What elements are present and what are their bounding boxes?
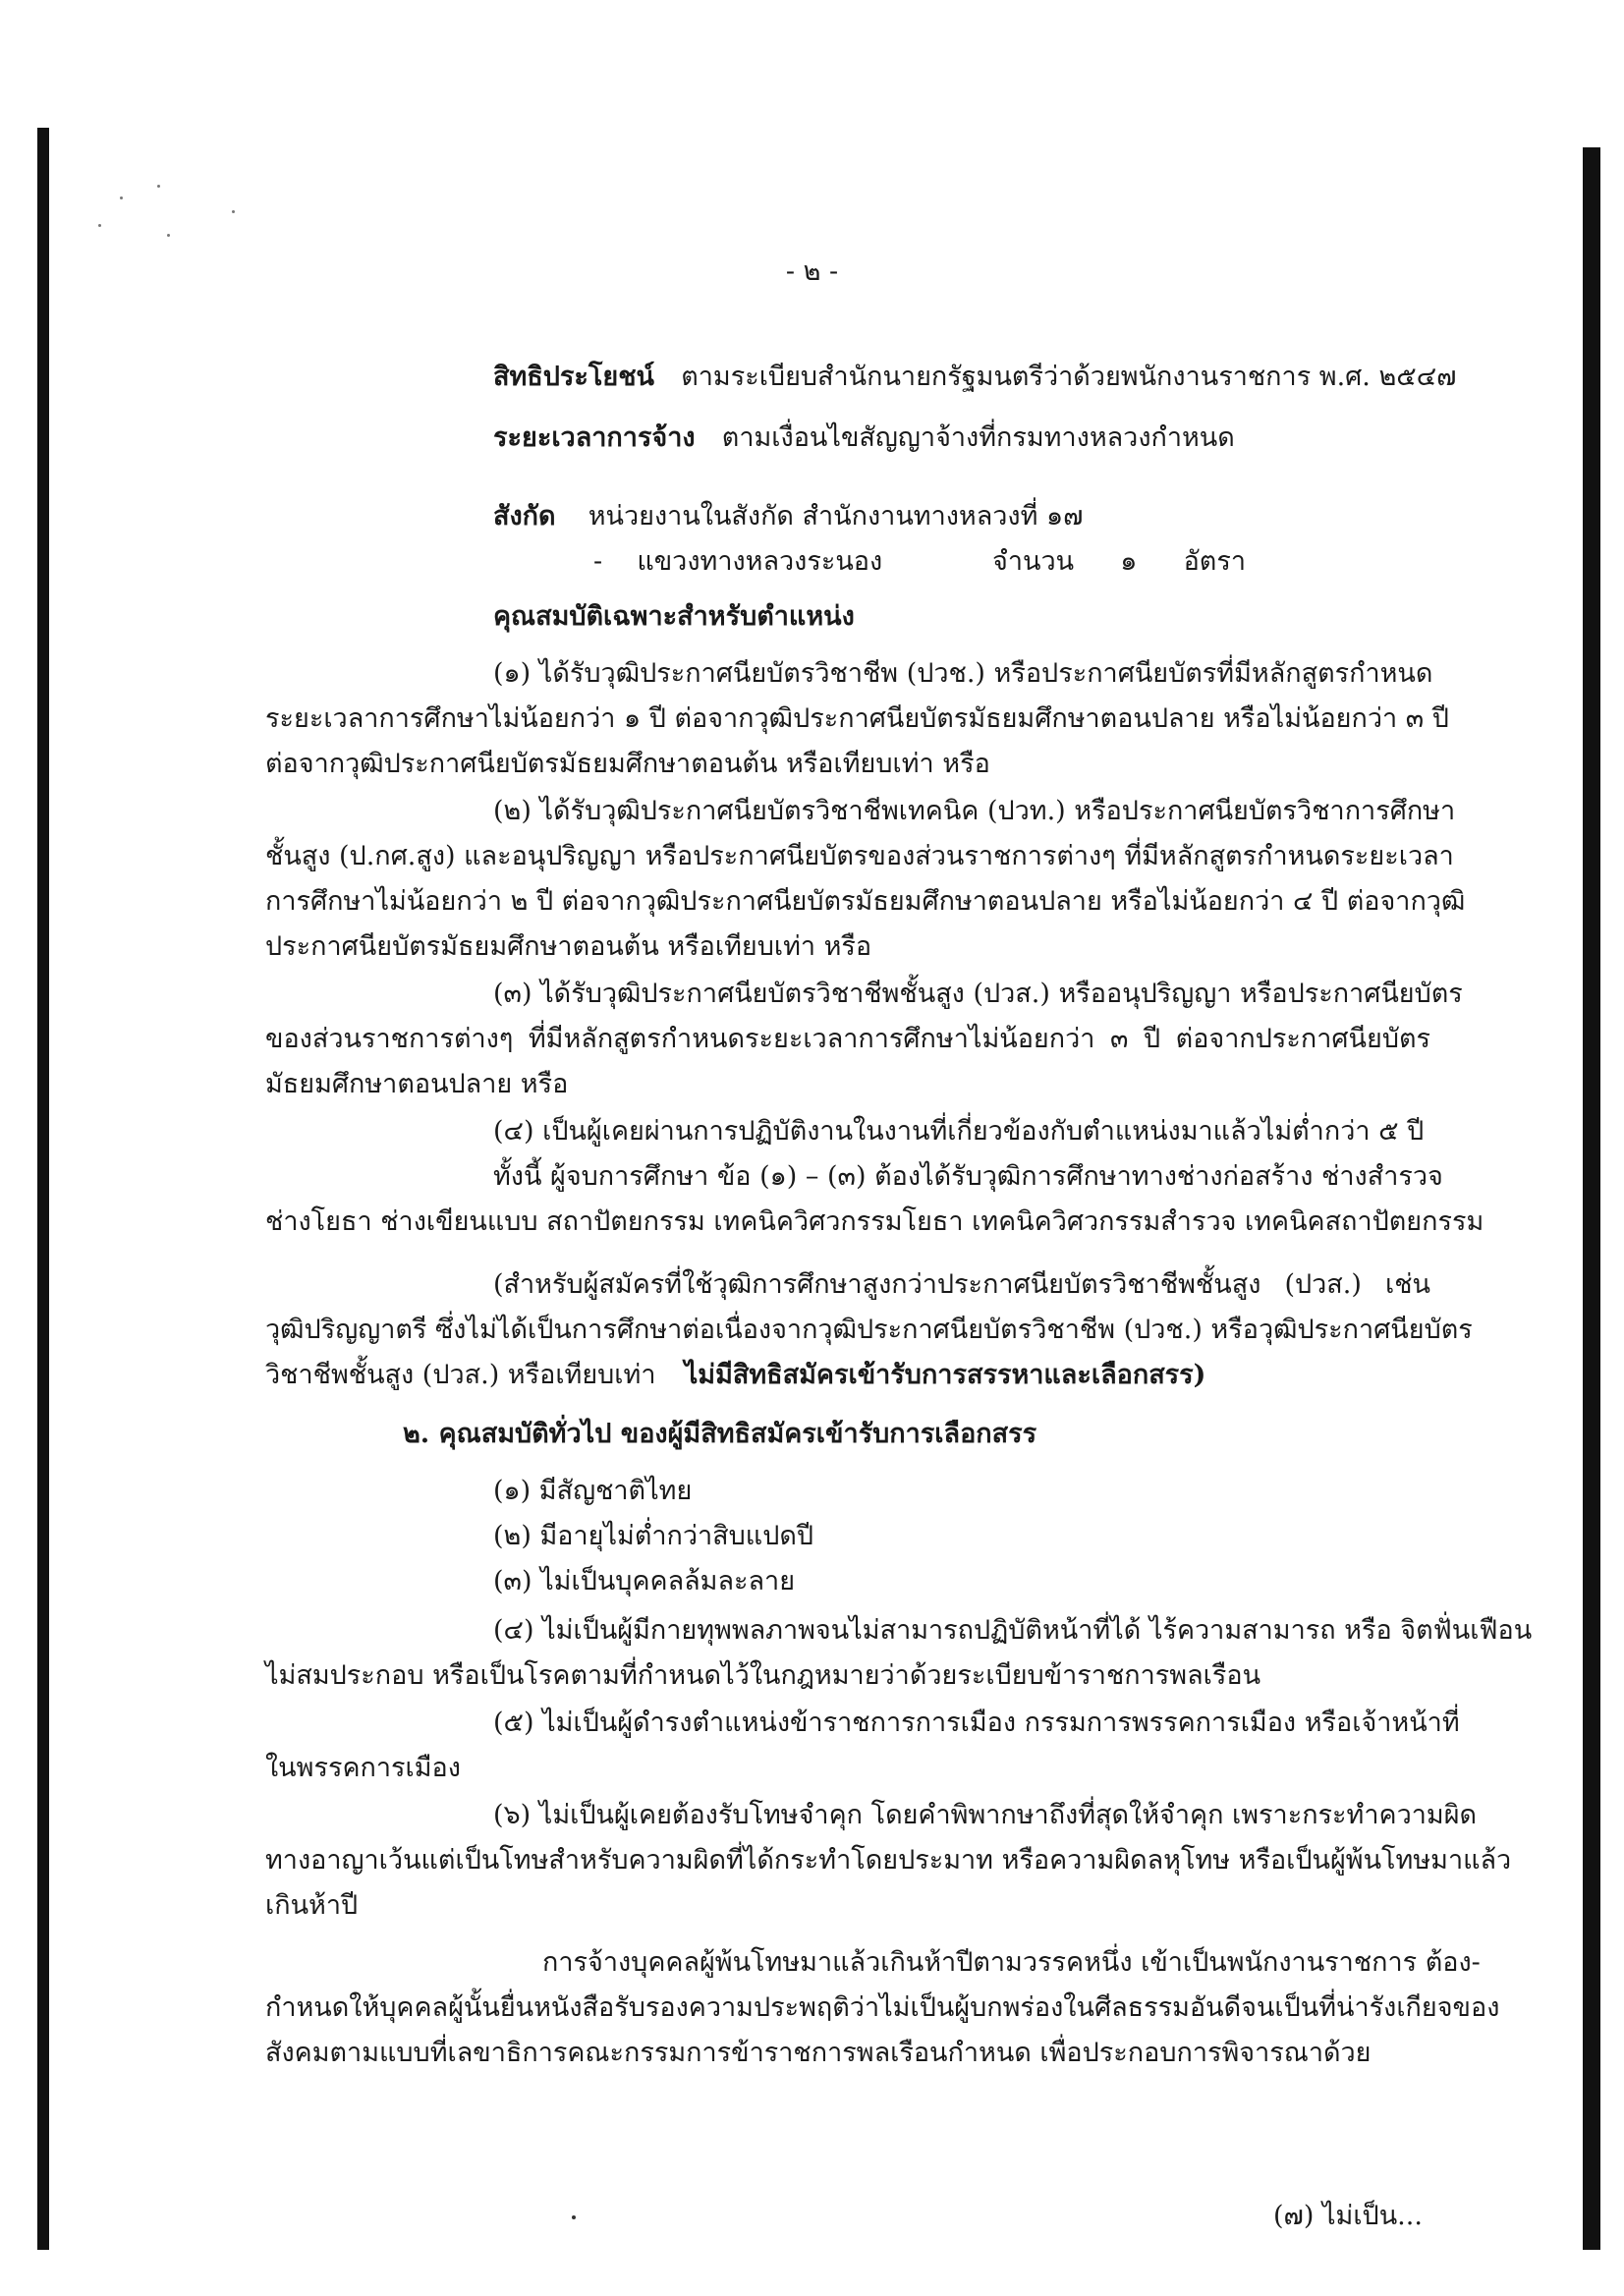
- benefits-text: ตามระเบียบสำนักนายกรัฐมนตรีว่าด้วยพนักงานราชการ พ.ศ. ๒๕๔๗: [681, 362, 1457, 392]
- employment-period-text: ตามเงื่อนไขสัญญาจ้างที่กรมทางหลวงกำหนด: [721, 422, 1235, 453]
- scan-speck: [167, 234, 170, 237]
- note-last-bold: ไม่มีสิทธิสมัครเข้ารับการสรรหาและเลือกสรร): [684, 1360, 1206, 1390]
- note-line-last: [265, 1358, 1205, 1393]
- note-line: (สำหรับผู้สมัครที่ใช้วุฒิการศึกษาสูงกว่าประกาศนียบัตรวิชาชีพชั้นสูง (ปวส.) เช่น: [493, 1269, 1430, 1300]
- general-qual-line: เกินห้าปี: [265, 1890, 359, 1921]
- specific-qual-line: ประกาศนียบัตรมัธยมศึกษาตอนต้น หรือเทียบเท่า หรือ: [265, 931, 872, 962]
- employment-period-label: ระยะเวลาการจ้าง: [493, 422, 696, 453]
- scan-speck: [157, 185, 160, 188]
- general-qual-line: (๑) มีสัญชาติไทย: [493, 1476, 693, 1506]
- unit-dash: -: [593, 546, 603, 577]
- continuation-text: (๗) ไม่เป็น...: [1273, 2201, 1423, 2231]
- scan-speck: [572, 2215, 576, 2219]
- unit-count-label: จำนวน: [992, 546, 1075, 577]
- scan-speck: [232, 210, 235, 213]
- general-qualifications-heading: ๒. คุณสมบัติทั่วไป ของผู้มีสิทธิสมัครเข้ารับการเลือกสรร: [403, 1419, 1037, 1449]
- scan-border-left: [37, 128, 49, 2250]
- specific-qualifications-heading: คุณสมบัติเฉพาะสำหรับตำแหน่ง: [493, 601, 855, 632]
- unit-name: แขวงทางหลวงระนอง: [637, 546, 883, 577]
- scan-speck: [120, 196, 123, 199]
- unit-count: [992, 544, 1246, 580]
- specific-qual-line: ชั้นสูง (ป.กศ.สูง) และอนุปริญญา หรือประกาศนียบัตรของส่วนราชการต่างๆ ที่มีหลักสูตรกำหนดระยะเวลา: [265, 841, 1454, 871]
- unit-count-unit: อัตรา: [1183, 546, 1246, 577]
- specific-qual-line: ช่างโยธา ช่างเขียนแบบ สถาปัตยกรรม เทคนิควิศวกรรมโยธา เทคนิควิศวกรรมสำรวจ เทคนิคสถาปัตยกรรม: [265, 1206, 1484, 1237]
- general-qual-line: ทางอาญาเว้นแต่เป็นโทษสำหรับความผิดที่ได้กระทำโดยประมาท หรือความผิดลหุโทษ หรือเป็นผู้พ้นโทษมาแล้ว: [265, 1845, 1512, 1876]
- general-qual-line: ในพรรคการเมือง: [265, 1753, 461, 1783]
- specific-qual-line: ทั้งนี้ ผู้จบการศึกษา ข้อ (๑) – (๓) ต้องได้รับวุฒิการศึกษาทางช่างก่อสร้าง ช่างสำรวจ: [493, 1161, 1443, 1192]
- specific-qual-line: (๔) เป็นผู้เคยผ่านการปฏิบัติงานในงานที่เกี่ยวข้องกับตำแหน่งมาแล้วไม่ต่ำกว่า ๕ ปี: [493, 1116, 1425, 1147]
- specific-qual-line: ของส่วนราชการต่างๆ ที่มีหลักสูตรกำหนดระยะเวลาการศึกษาไม่น้อยกว่า ๓ ปี ต่อจากประกาศนียบัตร: [265, 1024, 1430, 1054]
- general-qual-line: (๖) ไม่เป็นผู้เคยต้องรับโทษจำคุก โดยคำพิพากษาถึงที่สุดให้จำคุก เพราะกระทำความผิด: [493, 1800, 1478, 1830]
- general-qual-line: กำหนดให้บุคคลผู้นั้นยื่นหนังสือรับรองความประพฤติว่าไม่เป็นผู้บกพร่องในศีลธรรมอันดีจนเป็นที่น่ารังเกียจของ: [265, 1992, 1500, 2023]
- affiliation-line: [493, 499, 1083, 534]
- general-qual-line: (๕) ไม่เป็นผู้ดำรงตำแหน่งข้าราชการการเมือง กรรมการพรรคการเมือง หรือเจ้าหน้าที่: [493, 1708, 1460, 1738]
- specific-qual-line: (๑) ได้รับวุฒิประกาศนียบัตรวิชาชีพ (ปวช.) หรือประกาศนียบัตรที่มีหลักสูตรกำหนด: [493, 658, 1433, 689]
- specific-qual-line: การศึกษาไม่น้อยกว่า ๒ ปี ต่อจากวุฒิประกาศนียบัตรมัธยมศึกษาตอนปลาย หรือไม่น้อยกว่า ๔ ปี ต่อจากวุฒิ: [265, 886, 1466, 917]
- specific-qual-line: (๒) ได้รับวุฒิประกาศนียบัตรวิชาชีพเทคนิค (ปวท.) หรือประกาศนียบัตรวิชาการศึกษา: [493, 796, 1456, 826]
- unit-count-value: ๑: [1120, 546, 1138, 577]
- general-qual-line: สังคมตามแบบที่เลขาธิการคณะกรรมการข้าราชการพลเรือนกำหนด เพื่อประกอบการพิจารณาด้วย: [265, 2038, 1372, 2068]
- affiliation-label: สังกัด: [493, 501, 556, 532]
- specific-qual-line: (๓) ได้รับวุฒิประกาศนียบัตรวิชาชีพชั้นสูง (ปวส.) หรืออนุปริญญา หรือประกาศนียบัตร: [493, 979, 1463, 1009]
- general-qual-line: ไม่สมประกอบ หรือเป็นโรคตามที่กำหนดไว้ในกฎหมายว่าด้วยระเบียบข้าราชการพลเรือน: [265, 1660, 1261, 1691]
- specific-qual-line: ต่อจากวุฒิประกาศนียบัตรมัธยมศึกษาตอนต้น หรือเทียบเท่า หรือ: [265, 749, 990, 779]
- employment-period-line: [493, 420, 1235, 456]
- general-qual-line: (๔) ไม่เป็นผู้มีกายทุพพลภาพจนไม่สามารถปฏิบัติหน้าที่ได้ ไร้ความสามารถ หรือ จิตฟั่นเฟือน: [493, 1615, 1533, 1646]
- note-line: วุฒิปริญญาตรี ซึ่งไม่ได้เป็นการศึกษาต่อเนื่องจากวุฒิประกาศนียบัตรวิชาชีพ (ปวช.) หรือวุฒิประกาศนียบัตร: [265, 1315, 1473, 1345]
- benefits-line: [493, 360, 1456, 395]
- affiliation-unit-line: [593, 544, 882, 580]
- general-qual-line: (๓) ไม่เป็นบุคคลล้มละลาย: [493, 1566, 796, 1596]
- benefits-label: สิทธิประโยชน์: [493, 362, 655, 392]
- specific-qual-line: ระยะเวลาการศึกษาไม่น้อยกว่า ๑ ปี ต่อจากวุฒิประกาศนียบัตรมัธยมศึกษาตอนปลาย หรือไม่น้อยกว่า ๓ ปี: [265, 703, 1449, 734]
- specific-qual-line: มัธยมศึกษาตอนปลาย หรือ: [265, 1069, 569, 1099]
- affiliation-text: หน่วยงานในสังกัด สำนักงานทางหลวงที่ ๑๗: [588, 501, 1084, 532]
- general-qual-line: (๒) มีอายุไม่ต่ำกว่าสิบแปดปี: [493, 1521, 814, 1551]
- scan-border-right: [1583, 147, 1600, 2250]
- note-last-prefix: วิชาชีพชั้นสูง (ปวส.) หรือเทียบเท่า: [265, 1360, 656, 1390]
- scan-speck: [98, 224, 101, 227]
- general-qual-line: การจ้างบุคคลผู้พ้นโทษมาแล้วเกินห้าปีตามวรรคหนึ่ง เข้าเป็นพนักงานราชการ ต้อง-: [542, 1947, 1481, 1978]
- page-number: - ๒ -: [785, 256, 839, 287]
